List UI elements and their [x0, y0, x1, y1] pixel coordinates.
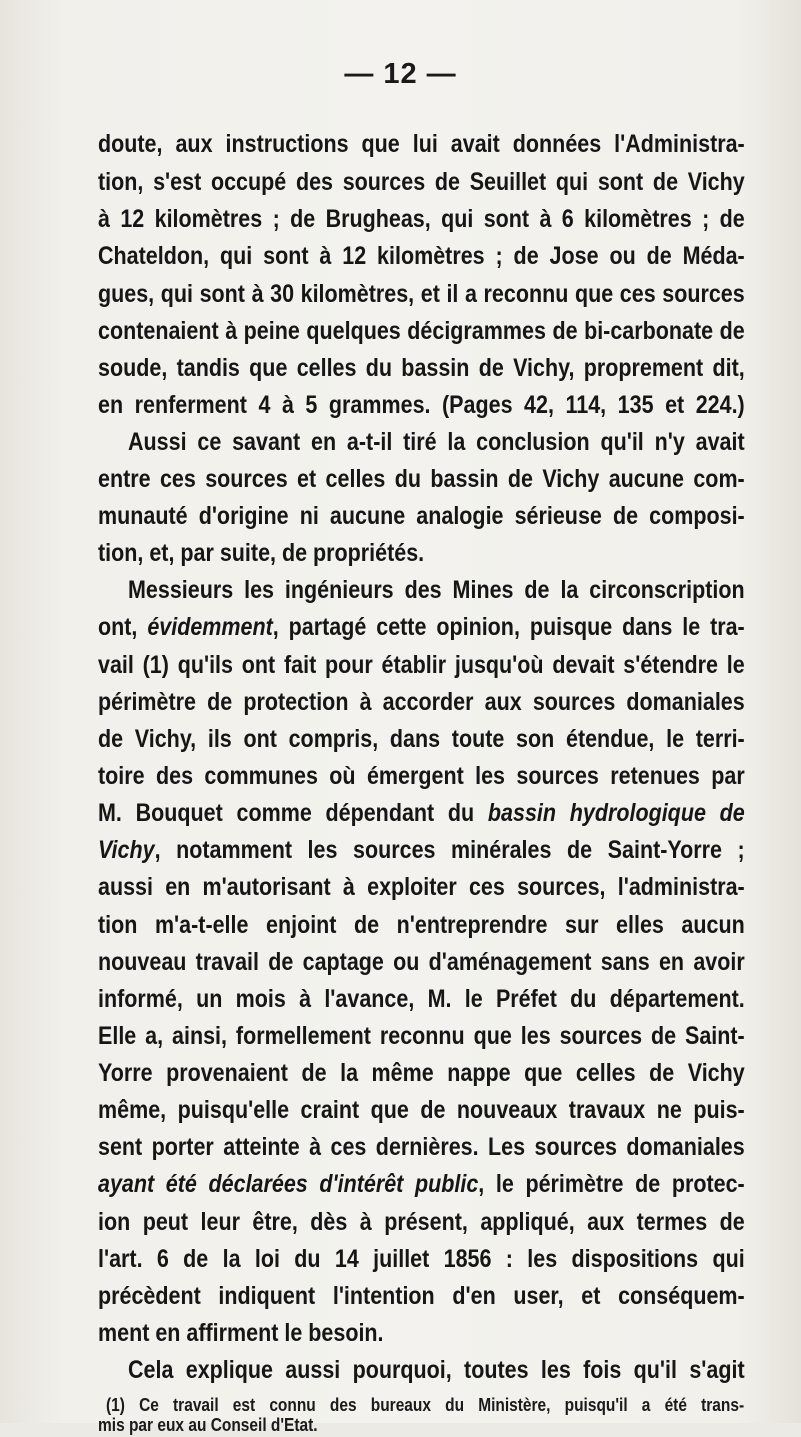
italic-run: ayant été déclarées d'intérêt public [98, 1170, 479, 1198]
text-line: toire des communes où émergent les sources retenues par [98, 762, 745, 790]
text-run: , notamment les sources minérales de Saint-Yorre ; [154, 836, 745, 864]
text-line: précèdent indiquent l'intention d'en user, et conséquem- [98, 1282, 745, 1310]
text-line: ion peut leur être, dès à présent, appliqué, aux termes de [98, 1208, 745, 1236]
text-line: gues, qui sont à 30 kilomètres, et il a reconnu que ces sources [98, 280, 745, 308]
text-line: de Vichy, ils ont compris, dans toute son étendue, le terri- [98, 725, 745, 753]
text-line: l'art. 6 de la loi du 14 juillet 1856 : les dispositions qui [98, 1245, 745, 1273]
italic-run: Vichy [98, 836, 155, 864]
text-line: Cela explique aussi pourquoi, toutes les fois qu'il s'agit [128, 1356, 745, 1384]
text-line: soude, tandis que celles du bassin de Vichy, proprement dit, [98, 354, 745, 382]
text-line [98, 834, 745, 866]
text-line: munauté d'origine ni aucune analogie sérieuse de composi- [98, 502, 745, 530]
text-line: Elle a, ainsi, formellement reconnu que les sources de Saint- [98, 1022, 745, 1050]
text-run: ont, [98, 613, 148, 641]
text-line: Aussi ce savant en a-t-il tiré la conclusion qu'il n'y avait [128, 428, 745, 456]
text-line: aussi en m'autorisant à exploiter ces sources, l'administra- [98, 873, 745, 901]
text-line: doute, aux instructions que lui avait données l'Administra- [98, 130, 745, 158]
text-line: tion, s'est occupé des sources de Seuillet qui sont de Vichy [98, 168, 745, 196]
text-line: sent porter atteinte à ces dernières. Les sources domaniales [98, 1133, 745, 1161]
italic-run: évidemment [147, 613, 273, 641]
text-line: Chateldon, qui sont à 12 kilomètres ; de Jose ou de Méda- [98, 242, 745, 270]
text-line: informé, un mois à l'avance, M. le Préfet du département. [98, 985, 745, 1013]
text-line: entre ces sources et celles du bassin de Vichy aucune com- [98, 465, 745, 493]
text-run: , partagé cette opinion, puisque dans le tra- [272, 613, 745, 641]
text-line: nouveau travail de captage ou d'aménagement sans en avoir [98, 948, 745, 976]
text-line: Yorre provenaient de la même nappe que celles de Vichy [98, 1059, 745, 1087]
text-line [98, 1168, 745, 1200]
page-number: — 12 — [344, 58, 457, 90]
footnote-line: mis par eux au Conseil d'Etat. [98, 1415, 318, 1435]
text-line: vail (1) qu'ils ont fait pour établir jusqu'où devait s'étendre le [98, 651, 745, 679]
text-line: à 12 kilomètres ; de Brugheas, qui sont à 6 kilomètres ; de [98, 205, 745, 233]
italic-run: bassin hydrologique de [487, 799, 745, 827]
text-line: tion m'a-t-elle enjoint de n'entreprendre sur elles aucun [98, 911, 745, 939]
text-line [98, 611, 745, 643]
text-line: même, puisqu'elle craint que de nouveaux travaux ne puis- [98, 1096, 745, 1124]
text-line: Messieurs les ingénieurs des Mines de la circonscription [128, 576, 745, 604]
footnote-line: (1) Ce travail est connu des bureaux du Ministère, puisqu'il a été trans- [106, 1395, 745, 1415]
text-line: contenaient à peine quelques décigrammes de bi-carbonate de [98, 317, 745, 345]
text-line [98, 797, 745, 829]
text-line: en renferment 4 à 5 grammes. (Pages 42, 114, 135 et 224.) [98, 391, 745, 419]
text-run: , le périmètre de protec- [478, 1170, 745, 1198]
text-line: tion, et, par suite, de propriétés. [98, 539, 425, 567]
text-line: ment en affirment le besoin. [98, 1319, 384, 1347]
text-line: périmètre de protection à accorder aux sources domaniales [98, 688, 745, 716]
text-run: M. Bouquet comme dépendant du [98, 799, 488, 827]
